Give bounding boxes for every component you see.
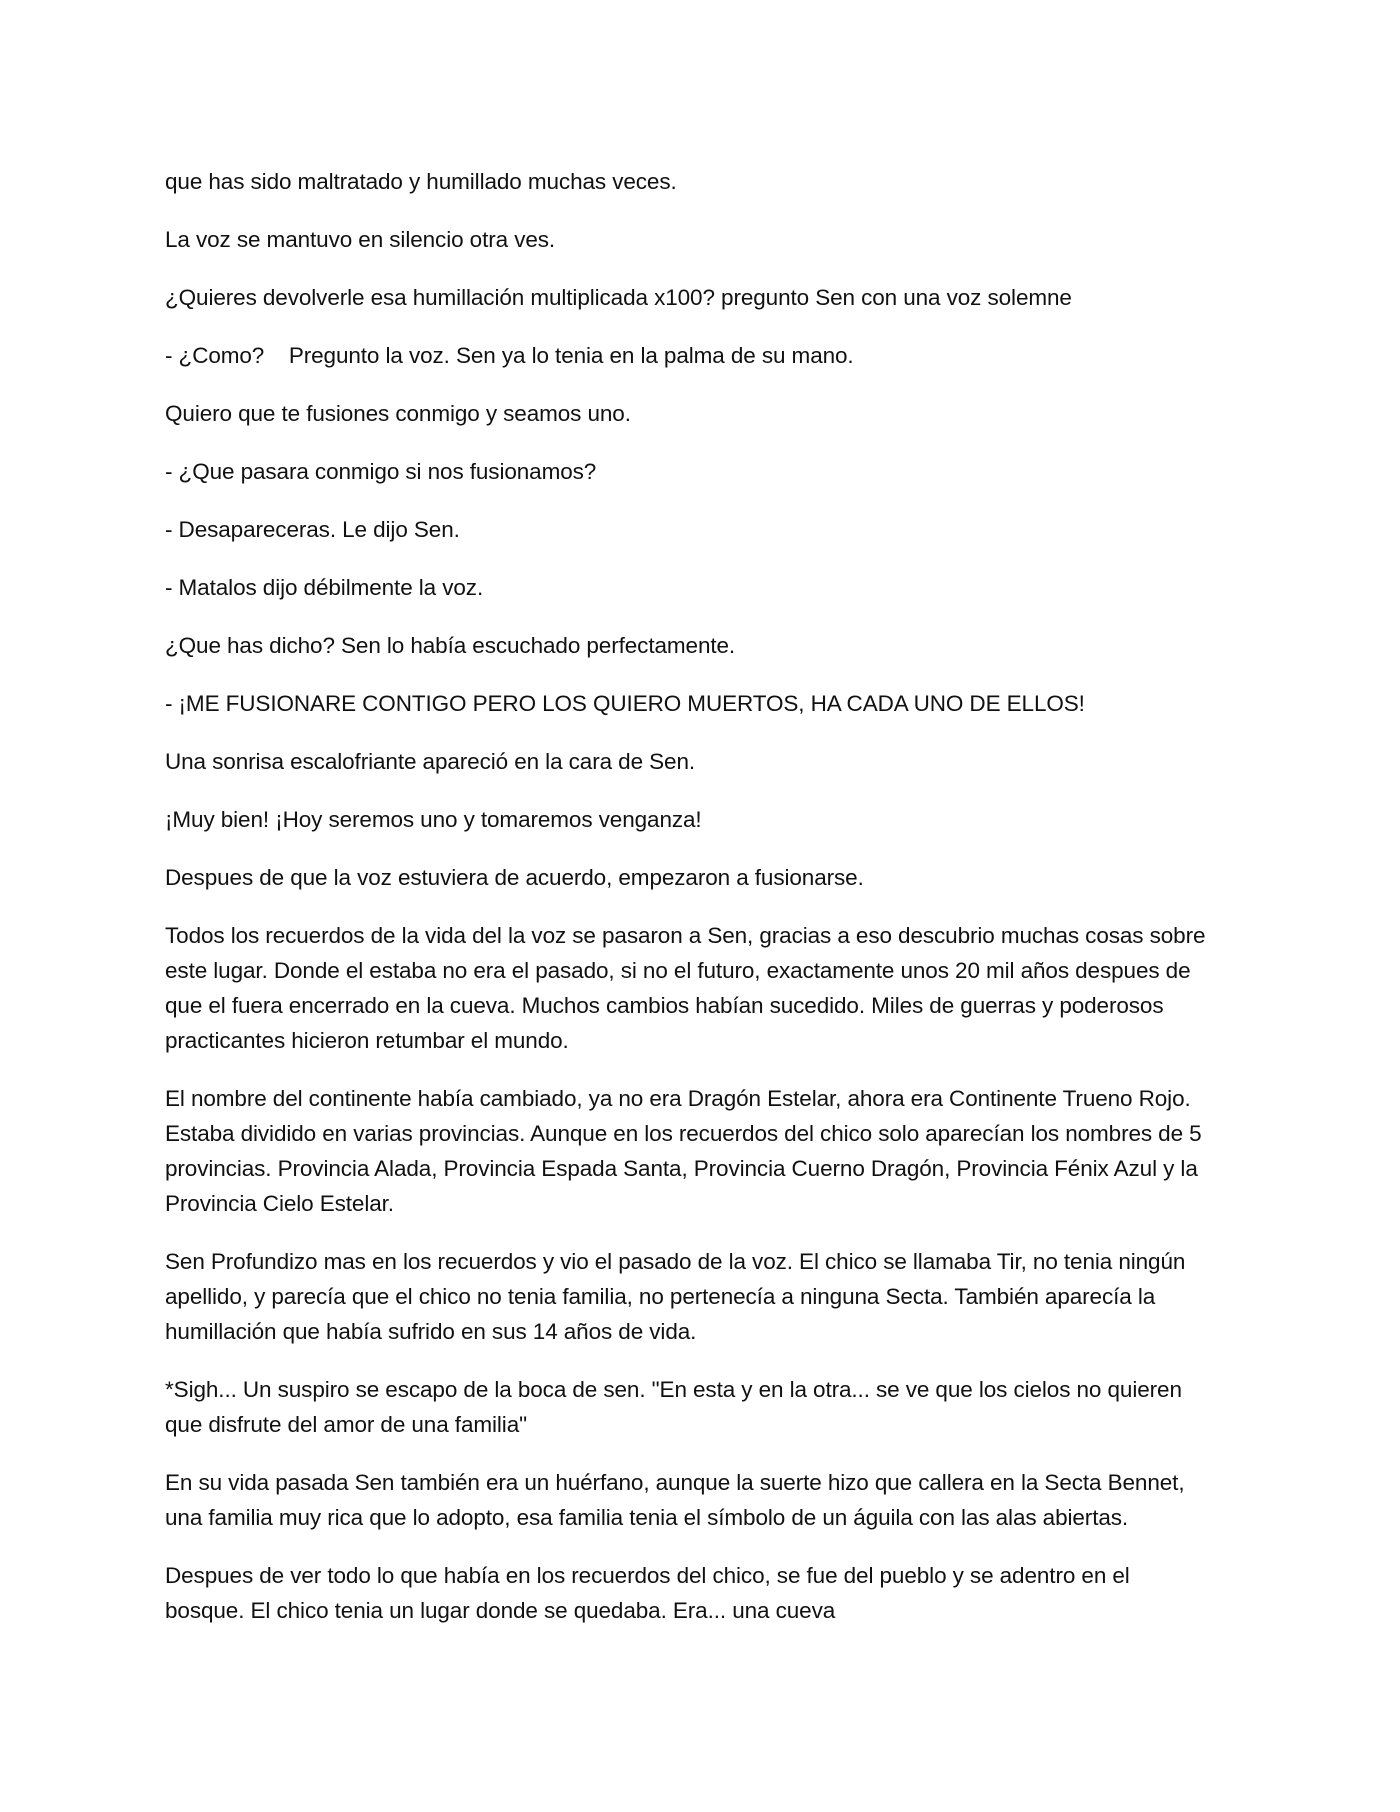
text-line: que disfrute del amor de una familia": [165, 1412, 527, 1437]
paragraph: [165, 744, 1250, 779]
text-line: ¡Muy bien! ¡Hoy seremos uno y tomaremos venganza!: [165, 807, 702, 832]
text-line: Despues de que la voz estuviera de acuerdo, empezaron a fusionarse.: [165, 865, 864, 890]
text-line: Todos los recuerdos de la vida del la voz se pasaron a Sen, gracias a eso descubrio muchas cosas sobre: [165, 923, 1206, 948]
paragraph: [165, 512, 1250, 547]
text-line: practicantes hicieron retumbar el mundo.: [165, 1028, 569, 1053]
text-line: humillación que había sufrido en sus 14 años de vida.: [165, 1319, 697, 1344]
text-line: Provincia Cielo Estelar.: [165, 1191, 394, 1216]
paragraph: [165, 338, 1250, 373]
text-line: una familia muy rica que lo adopto, esa familia tenia el símbolo de un águila con las alas abiertas.: [165, 1505, 1129, 1530]
paragraph: [165, 222, 1250, 257]
text-line: este lugar. Donde el estaba no era el pasado, si no el futuro, exactamente unos 20 mil años despues de: [165, 958, 1191, 983]
text-line: El nombre del continente había cambiado, ya no era Dragón Estelar, ahora era Continente Trueno Rojo.: [165, 1086, 1191, 1111]
text-line: Quiero que te fusiones conmigo y seamos uno.: [165, 401, 631, 426]
text-line: Una sonrisa escalofriante apareció en la cara de Sen.: [165, 749, 696, 774]
text-line: que el fuera encerrado en la cueva. Muchos cambios habían sucedido. Miles de guerras y poderosos: [165, 993, 1164, 1018]
paragraph: [165, 1558, 1250, 1628]
paragraph: [165, 454, 1250, 489]
text-line: La voz se mantuvo en silencio otra ves.: [165, 227, 556, 252]
text-line: que has sido maltratado y humillado muchas veces.: [165, 169, 677, 194]
paragraph: [165, 570, 1250, 605]
paragraph: [165, 860, 1250, 895]
text-line: apellido, y parecía que el chico no tenia familia, no pertenecía a ninguna Secta. También aparecía la: [165, 1284, 1156, 1309]
text-line: En su vida pasada Sen también era un huérfano, aunque la suerte hizo que callera en la Secta Bennet,: [165, 1470, 1185, 1495]
text-line: ¿Que has dicho? Sen lo había escuchado perfectamente.: [165, 633, 736, 658]
text-line: Estaba dividido en varias provincias. Aunque en los recuerdos del chico solo aparecían los nombres de 5: [165, 1121, 1202, 1146]
paragraph: [165, 280, 1250, 315]
text-line: bosque. El chico tenia un lugar donde se quedaba. Era... una cueva: [165, 1598, 836, 1623]
paragraph: [165, 1465, 1250, 1535]
text-line: - Desapareceras. Le dijo Sen.: [165, 517, 460, 542]
paragraph: [165, 802, 1250, 837]
text-line: provincias. Provincia Alada, Provincia Espada Santa, Provincia Cuerno Dragón, Provincia Fénix Azul y la: [165, 1156, 1198, 1181]
text-line: - ¿Como? Pregunto la voz. Sen ya lo tenia en la palma de su mano.: [165, 343, 854, 368]
paragraph: [165, 1244, 1250, 1349]
document-body: [165, 164, 1250, 1628]
paragraph: [165, 628, 1250, 663]
paragraph: [165, 918, 1250, 1058]
text-line: *Sigh... Un suspiro se escapo de la boca de sen. "En esta y en la otra... se ve que los cielos no quieren: [165, 1377, 1182, 1402]
paragraph: [165, 686, 1250, 721]
text-line: ¿Quieres devolverle esa humillación multiplicada x100? pregunto Sen con una voz solemne: [165, 285, 1072, 310]
paragraph: [165, 396, 1250, 431]
text-line: - Matalos dijo débilmente la voz.: [165, 575, 484, 600]
text-line: Sen Profundizo mas en los recuerdos y vio el pasado de la voz. El chico se llamaba Tir, no tenia ningún: [165, 1249, 1186, 1274]
paragraph: [165, 164, 1250, 199]
text-line: - ¡ME FUSIONARE CONTIGO PERO LOS QUIERO MUERTOS, HA CADA UNO DE ELLOS!: [165, 691, 1085, 716]
paragraph: [165, 1372, 1250, 1442]
text-line: - ¿Que pasara conmigo si nos fusionamos?: [165, 459, 597, 484]
text-line: Despues de ver todo lo que había en los recuerdos del chico, se fue del pueblo y se adentro en el: [165, 1563, 1130, 1588]
paragraph: [165, 1081, 1250, 1221]
